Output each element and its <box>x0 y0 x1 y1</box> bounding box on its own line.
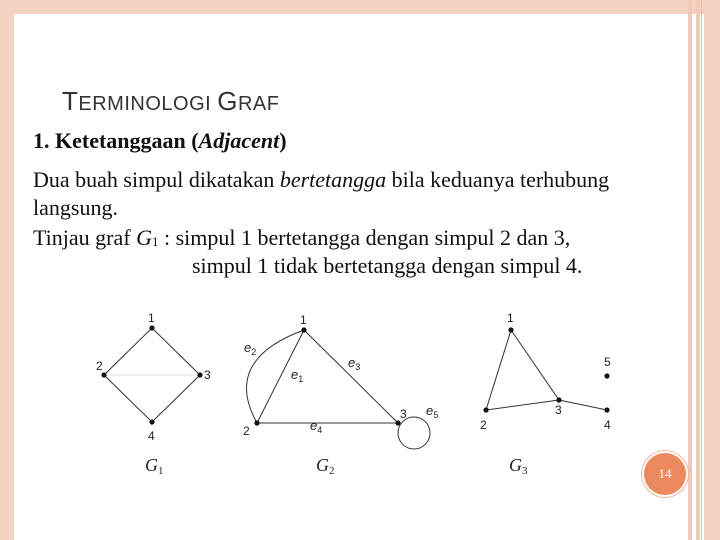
title-part: G <box>217 86 238 116</box>
g3-node-5 <box>604 373 609 378</box>
g1-caption <box>145 455 164 477</box>
edge-letter: e <box>244 340 252 355</box>
example-line-2: simpul 1 tidak bertetangga dengan simpul 4. <box>192 253 583 278</box>
g1-node-label-1: 1 <box>148 311 155 325</box>
g3-node-2 <box>483 407 488 412</box>
g1-node-label-4: 4 <box>148 429 155 443</box>
g2-edge-label-e4 <box>310 418 322 435</box>
title-part: T <box>62 86 79 116</box>
g2-edge-e3 <box>304 330 398 423</box>
edge-sub: 5 <box>433 410 439 420</box>
g2-edge-label-e3 <box>348 355 360 372</box>
edge-letter: e <box>291 367 299 382</box>
g3-edge-3-4 <box>559 400 607 410</box>
g2-node-3 <box>395 420 400 425</box>
page-number-badge: 14 <box>642 451 688 497</box>
edge-letter: e <box>348 355 356 370</box>
edge-letter: e <box>310 418 318 433</box>
title-part: ERMINOLOGI <box>78 93 218 115</box>
edge-sub: 1 <box>298 374 304 384</box>
text-part: Dua buah simpul dikatakan <box>33 167 280 192</box>
g2-node-label-2: 2 <box>243 424 250 438</box>
graph-g1 <box>96 311 211 477</box>
graph-g3 <box>480 311 611 477</box>
g2-edge-label-e5 <box>426 403 438 420</box>
frame-top-band <box>0 0 720 14</box>
g2-node-label-3: 3 <box>400 407 407 421</box>
g2-node-1 <box>301 327 306 332</box>
g3-edge-2-3 <box>486 400 559 410</box>
text-italic: bertetangga <box>279 167 387 192</box>
g1-node-1 <box>149 325 154 330</box>
g3-edge-1-3 <box>511 330 559 400</box>
g1-caption-letter: G <box>145 455 158 475</box>
g2-node-2 <box>254 420 259 425</box>
g2-caption <box>316 455 335 477</box>
g3-edge-1-2 <box>486 330 511 410</box>
heading-italic: Adjacent <box>198 128 280 153</box>
graph-g2 <box>243 313 438 477</box>
g3-node-label-5: 5 <box>604 355 611 369</box>
g3-node-4 <box>604 407 609 412</box>
g3-node-3 <box>556 397 561 402</box>
example-line-1 <box>33 225 570 251</box>
g1-edge-3-4 <box>152 375 200 422</box>
g1-node-3 <box>197 372 202 377</box>
g1-edge-2-4 <box>104 375 152 422</box>
g3-node-label-3: 3 <box>555 403 562 417</box>
edge-sub: 4 <box>317 425 323 435</box>
heading-part: 1. Ketetanggaan ( <box>33 128 199 153</box>
section-heading <box>33 128 287 154</box>
graph-symbol: G <box>136 225 152 250</box>
g3-caption-sub: 3 <box>522 465 528 477</box>
text-part: Tinjau graf <box>33 225 137 250</box>
definition-line-2: langsung. <box>33 195 118 220</box>
g2-caption-letter: G <box>316 455 329 475</box>
g2-edge-label-e2 <box>244 340 256 357</box>
g1-node-label-2: 2 <box>96 359 103 373</box>
text-part: : simpul 1 bertetangga dengan simpul 2 dan 3, <box>158 225 571 250</box>
g3-caption-letter: G <box>509 455 522 475</box>
graphs-figure <box>0 290 720 490</box>
g1-node-4 <box>149 419 154 424</box>
graph-subscript: 1 <box>151 234 159 249</box>
title-part: RAF <box>237 93 280 115</box>
g1-caption-sub: 1 <box>158 465 164 477</box>
g1-node-2 <box>101 372 106 377</box>
g3-node-label-1: 1 <box>507 311 514 325</box>
g1-edge-1-3 <box>152 328 200 375</box>
g3-node-label-4: 4 <box>604 418 611 432</box>
g2-caption-sub: 2 <box>329 465 335 477</box>
g2-edge-e5-loop <box>398 417 430 449</box>
g1-node-label-3: 3 <box>204 368 211 382</box>
edge-sub: 2 <box>251 347 257 357</box>
edge-sub: 3 <box>355 362 361 372</box>
g2-node-label-1: 1 <box>300 313 307 327</box>
g2-edge-label-e1 <box>291 367 303 384</box>
g3-caption <box>509 455 528 477</box>
definition-line-1 <box>33 167 609 193</box>
text-part: bila keduanya terhubung <box>386 167 610 192</box>
edge-letter: e <box>426 403 434 418</box>
g3-node-1 <box>508 327 513 332</box>
heading-part: ) <box>279 128 287 153</box>
g1-edge-1-2 <box>104 328 152 375</box>
g3-node-label-2: 2 <box>480 418 487 432</box>
slide-title <box>62 86 279 117</box>
